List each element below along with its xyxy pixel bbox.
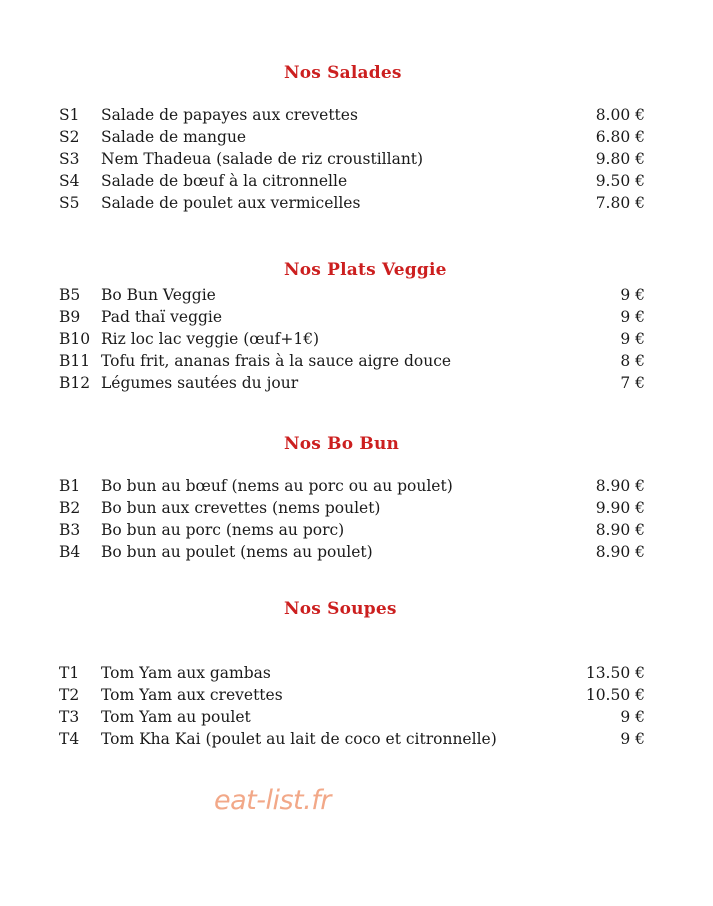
item-name: Tofu frit, ananas frais à la sauce aigre douce xyxy=(101,352,452,370)
menu-list-salades xyxy=(0,104,713,214)
section-title-soupes: Nos Soupes xyxy=(284,599,397,619)
item-code: S4 xyxy=(59,172,80,190)
item-name: Salade de poulet aux vermicelles xyxy=(101,194,361,212)
menu-item xyxy=(0,475,713,497)
menu-item xyxy=(0,684,713,706)
item-name: Salade de bœuf à la citronnelle xyxy=(101,172,348,190)
menu-list-bo-bun xyxy=(0,475,713,563)
item-code: B2 xyxy=(59,499,81,517)
item-price: 7 € xyxy=(620,374,645,392)
item-name: Bo bun aux crevettes (nems poulet) xyxy=(101,499,381,517)
menu-item xyxy=(0,350,713,372)
menu-item xyxy=(0,662,713,684)
section-title-salades: Nos Salades xyxy=(284,63,402,83)
item-name: Bo Bun Veggie xyxy=(101,286,216,304)
item-code: T1 xyxy=(59,664,80,682)
menu-item xyxy=(0,192,713,214)
menu-item xyxy=(0,328,713,350)
menu-list-soupes xyxy=(0,662,713,750)
item-code: B12 xyxy=(59,374,91,392)
menu-item xyxy=(0,706,713,728)
item-price: 9 € xyxy=(620,330,645,348)
item-code: B4 xyxy=(59,543,81,561)
item-name: Salade de papayes aux crevettes xyxy=(101,106,358,124)
item-name: Tom Yam aux gambas xyxy=(101,664,271,682)
menu-item xyxy=(0,728,713,750)
item-price: 9 € xyxy=(620,308,645,326)
item-name: Tom Kha Kai (poulet au lait de coco et citronnelle) xyxy=(101,730,497,748)
menu-item xyxy=(0,148,713,170)
menu-item xyxy=(0,541,713,563)
item-name: Riz loc lac veggie (œuf+1€) xyxy=(101,330,320,348)
item-name: Salade de mangue xyxy=(101,128,247,146)
item-price: 6.80 € xyxy=(595,128,645,146)
item-code: B10 xyxy=(59,330,91,348)
item-price: 8.90 € xyxy=(595,521,645,539)
item-name: Légumes sautées du jour xyxy=(101,374,299,392)
item-price: 10.50 € xyxy=(585,686,645,704)
item-price: 8 € xyxy=(620,352,645,370)
item-code: S5 xyxy=(59,194,80,212)
item-code: B11 xyxy=(59,352,91,370)
menu-list-veggie xyxy=(0,284,713,394)
item-code: T3 xyxy=(59,708,80,726)
item-price: 8.90 € xyxy=(595,477,645,495)
item-price: 8.00 € xyxy=(595,106,645,124)
item-price: 9 € xyxy=(620,286,645,304)
menu-item xyxy=(0,306,713,328)
item-name: Nem Thadeua (salade de riz croustillant) xyxy=(101,150,424,168)
menu-item xyxy=(0,170,713,192)
item-name: Pad thaï veggie xyxy=(101,308,223,326)
item-code: S3 xyxy=(59,150,80,168)
item-name: Bo bun au bœuf (nems au porc ou au poulet) xyxy=(101,477,453,495)
item-price: 8.90 € xyxy=(595,543,645,561)
item-name: Tom Yam aux crevettes xyxy=(101,686,283,704)
section-title-veggie: Nos Plats Veggie xyxy=(284,260,447,280)
item-price: 9.50 € xyxy=(595,172,645,190)
item-code: T2 xyxy=(59,686,80,704)
menu-item xyxy=(0,497,713,519)
item-name: Bo bun au porc (nems au porc) xyxy=(101,521,345,539)
menu-item xyxy=(0,126,713,148)
item-price: 9 € xyxy=(620,730,645,748)
item-code: B3 xyxy=(59,521,81,539)
item-price: 9 € xyxy=(620,708,645,726)
item-code: B9 xyxy=(59,308,81,326)
item-price: 9.90 € xyxy=(595,499,645,517)
section-title-bo-bun: Nos Bo Bun xyxy=(284,434,400,454)
item-name: Tom Yam au poulet xyxy=(101,708,251,726)
item-code: B1 xyxy=(59,477,81,495)
menu-item xyxy=(0,104,713,126)
menu-item xyxy=(0,372,713,394)
item-code: S2 xyxy=(59,128,80,146)
watermark: eat-list.fr xyxy=(214,785,331,816)
item-price: 7.80 € xyxy=(595,194,645,212)
item-price: 13.50 € xyxy=(585,664,645,682)
item-code: T4 xyxy=(59,730,80,748)
menu-item xyxy=(0,284,713,306)
menu-item xyxy=(0,519,713,541)
item-code: S1 xyxy=(59,106,80,124)
item-name: Bo bun au poulet (nems au poulet) xyxy=(101,543,373,561)
item-code: B5 xyxy=(59,286,81,304)
item-price: 9.80 € xyxy=(595,150,645,168)
